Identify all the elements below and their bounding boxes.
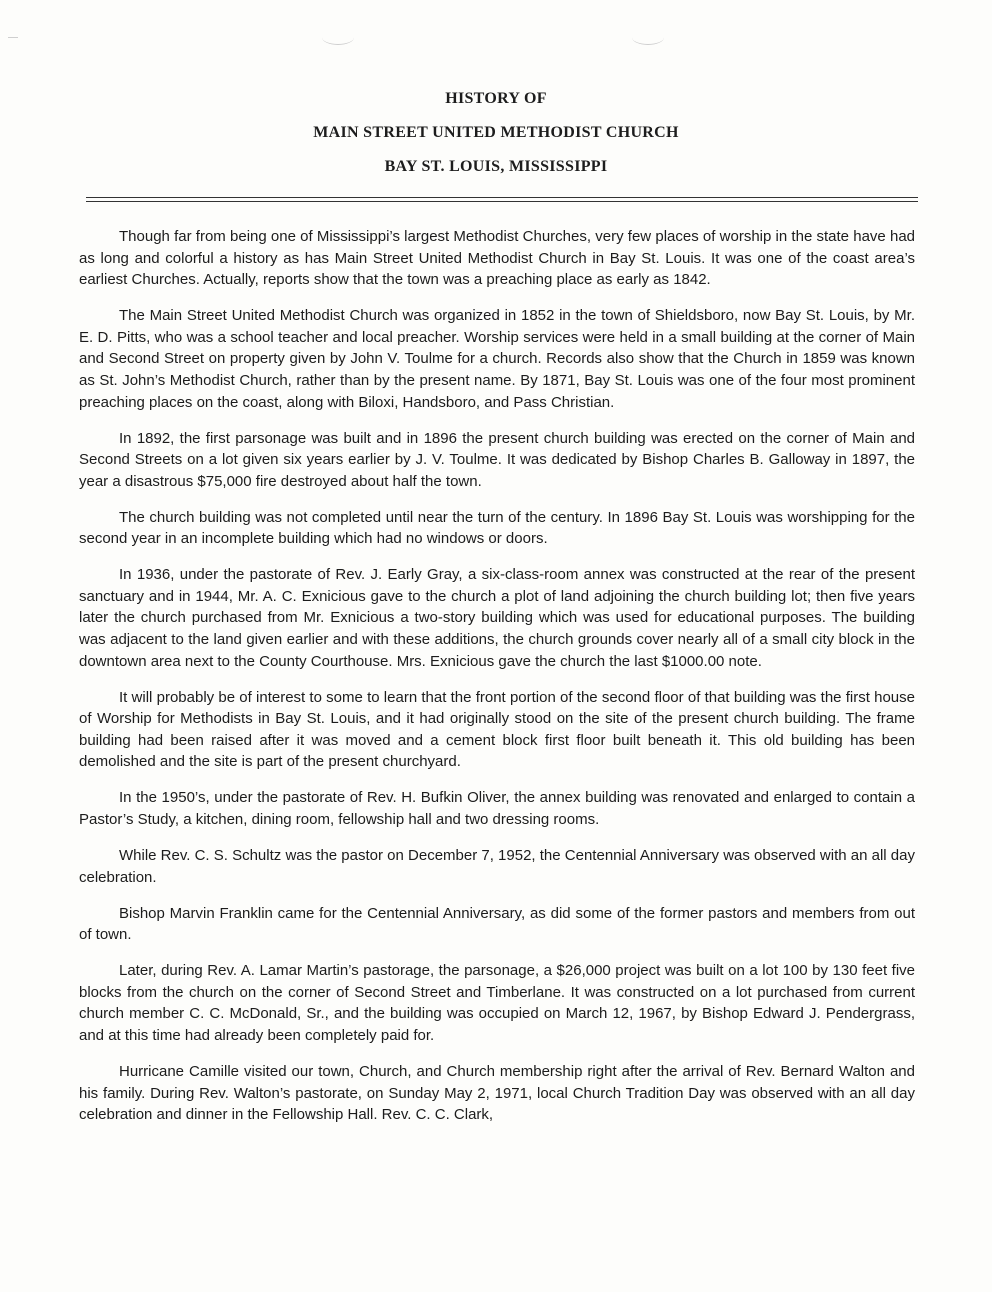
paragraph: It will probably be of interest to some to learn that the front portion of the second floor of that building was the first house of Worship for Methodists in Bay St. Louis, and it had originally stood on the site of the present church building. The frame building had been raised after it was moved and a cement block first floor built beneath it. This old building has been demolished and the site is part of the present churchyard. (79, 688, 915, 771)
paragraph: Though far from being one of Mississippi’s largest Methodist Churches, very few places of worship in the state have had as long and colorful a history as has Main Street United Methodist Church in Bay St. Louis. It was one of the coast area’s earliest Churches. Actually, reports show that the town was a preaching place as early as 1842. (79, 228, 915, 289)
paragraph: In 1936, under the pastorate of Rev. J. Early Gray, a six-class-room annex was constructed at the rear of the present sanctuary and in 1944, Mr. A. C. Exnicious gave to the church a plot of land adjoining the church building lot; then five years later the church purchased from Mr. Exnicious a two-story building which was used for educational purposes. The building was adjacent to the land given earlier and with these additions, the church grounds cover nearly all of a small city block in the downtown area next to the County Courthouse. Mrs. Exnicious gave the church the last $1000.00 note. (79, 566, 915, 670)
paragraph: Bishop Marvin Franklin came for the Centennial Anniversary, as did some of the former pastors and members from out of town. (79, 904, 915, 944)
paragraph: The Main Street United Methodist Church was organized in 1852 in the town of Shieldsboro, now Bay St. Louis, by Mr. E. D. Pitts, who was a school teacher and local preacher. Worship services were held in a small building at the corner of Main and Second Street on property given by John V. Toulme for a church. Records also show that the Church in 1859 was known as St. John’s Methodist Church, rather than by the present name. By 1871, Bay St. Louis was one of the four most prominent preaching places on the coast, along with Biloxi, Handsboro, and Pass Christian. (79, 307, 915, 411)
punch-hole-mark-right (632, 30, 664, 45)
header-line-history-of: HISTORY OF (445, 90, 547, 107)
header-line-church-name: MAIN STREET UNITED METHODIST CHURCH (313, 124, 679, 141)
document-header (0, 88, 992, 190)
paragraph: Hurricane Camille visited our town, Church, and Church membership right after the arrival of Rev. Bernard Walton and his family. During Rev. Walton’s pastorate, on Sunday May 2, 1971, local Church Tradition Day was observed with an all day celebration and dinner in the Fellowship Hall. Rev. C. C. Clark, (79, 1062, 915, 1124)
header-line-location: BAY ST. LOUIS, MISSISSIPPI (384, 158, 608, 175)
header-divider-bottom (86, 201, 918, 202)
paragraph: The church building was not completed until near the turn of the century. In 1896 Bay St. Louis was worshipping for the second year in an incomplete building which had no windows or doors. (79, 508, 915, 548)
paragraph: While Rev. C. S. Schultz was the pastor on December 7, 1952, the Centennial Anniversary was observed with an all day celebration. (79, 846, 915, 886)
punch-hole-mark-left (322, 30, 354, 45)
document-body (79, 226, 915, 1126)
paragraph: In the 1950’s, under the pastorate of Rev. H. Bufkin Oliver, the annex building was renovated and enlarged to contain a Pastor’s Study, a kitchen, dining room, fellowship hall and two dressing rooms. (79, 789, 915, 828)
scan-mark (8, 37, 18, 38)
paragraph: In 1892, the first parsonage was built and in 1896 the present church building was erected on the corner of Main and Second Streets on a lot given six years earlier by J. V. Toulme. It was dedicated by Bishop Charles B. Galloway in 1897, the year a disastrous $75,000 fire destroyed about half the town. (79, 429, 915, 490)
header-divider-top (86, 197, 918, 198)
paragraph: Later, during Rev. A. Lamar Martin’s pastorage, the parsonage, a $26,000 project was built on a lot 100 by 130 feet five blocks from the church on the corner of Second Street and Timberlane. It was constructed on a lot purchased from current church member C. C. McDonald, Sr., and the building was occupied on March 12, 1967, by Bishop Edward J. Pendergrass, and at this time had already been completely paid for. (79, 962, 915, 1044)
